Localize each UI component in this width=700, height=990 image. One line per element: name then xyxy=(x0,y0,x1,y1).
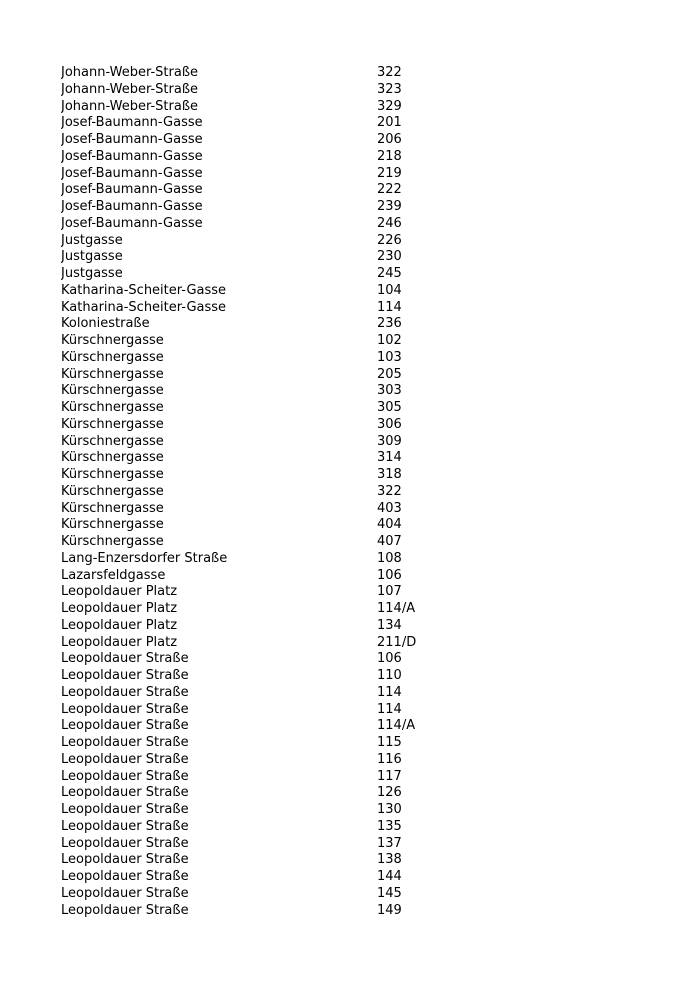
street-name: Leopoldauer Straße xyxy=(61,785,189,801)
street-name: Kürschnergasse xyxy=(61,517,164,533)
list-row xyxy=(61,65,661,82)
street-name: Leopoldauer Straße xyxy=(61,751,189,767)
street-name: Kürschnergasse xyxy=(61,500,164,516)
list-row xyxy=(61,316,661,333)
list-row xyxy=(61,651,661,668)
list-row xyxy=(61,852,661,869)
house-number: 226 xyxy=(377,232,402,248)
house-number: 115 xyxy=(377,735,402,750)
list-row xyxy=(61,534,661,551)
house-number: 114 xyxy=(377,299,402,315)
list-row xyxy=(61,836,661,853)
street-name: Katharina-Scheiter-Gasse xyxy=(61,282,227,298)
street-name: Johann-Weber-Straße xyxy=(61,65,199,80)
house-number: 114 xyxy=(377,684,402,700)
street-name: Leopoldauer Straße xyxy=(61,835,189,851)
street-name: Johann-Weber-Straße xyxy=(61,81,199,97)
house-number: 246 xyxy=(377,215,402,231)
street-name: Kürschnergasse xyxy=(61,383,164,399)
list-row xyxy=(61,350,661,367)
house-number: 236 xyxy=(377,316,402,332)
street-name: Kürschnergasse xyxy=(61,416,164,432)
house-number: 108 xyxy=(377,550,402,566)
house-number: 230 xyxy=(377,249,402,265)
list-row xyxy=(61,216,661,233)
street-name: Josef-Baumann-Gasse xyxy=(61,148,203,164)
street-name: Justgasse xyxy=(61,249,123,265)
street-name: Kürschnergasse xyxy=(61,534,164,549)
list-row xyxy=(61,233,661,250)
house-number: 314 xyxy=(377,450,402,466)
list-row xyxy=(61,367,661,384)
street-name: Lang-Enzersdorfer Straße xyxy=(61,550,228,566)
house-number: 116 xyxy=(377,751,402,767)
street-name: Justgasse xyxy=(61,232,123,248)
house-number: 239 xyxy=(377,199,402,214)
street-name: Katharina-Scheiter-Gasse xyxy=(61,299,227,315)
street-name: Leopoldauer Straße xyxy=(61,768,189,784)
house-number: 114/A xyxy=(377,601,416,616)
list-row xyxy=(61,869,661,886)
list-row xyxy=(61,249,661,266)
house-number: 245 xyxy=(377,266,402,281)
list-row xyxy=(61,886,661,903)
street-name: Josef-Baumann-Gasse xyxy=(61,165,203,181)
house-number: 135 xyxy=(377,818,402,834)
street-name: Lazarsfeldgasse xyxy=(61,567,166,583)
list-row xyxy=(61,568,661,585)
house-number: 110 xyxy=(377,668,402,683)
list-row xyxy=(61,199,661,216)
house-number: 218 xyxy=(377,148,402,164)
house-number: 305 xyxy=(377,400,402,415)
list-row xyxy=(61,266,661,283)
street-name: Leopoldauer Straße xyxy=(61,902,189,918)
list-row xyxy=(61,450,661,467)
house-number: 323 xyxy=(377,81,402,97)
list-row xyxy=(61,903,661,920)
list-row xyxy=(61,819,661,836)
house-number: 219 xyxy=(377,165,402,181)
list-row xyxy=(61,182,661,199)
street-name: Kürschnergasse xyxy=(61,400,164,415)
list-row xyxy=(61,735,661,752)
street-name: Leopoldauer Straße xyxy=(61,852,189,868)
street-name: Josef-Baumann-Gasse xyxy=(61,132,203,147)
list-row xyxy=(61,635,661,652)
house-number: 404 xyxy=(377,517,402,533)
list-row xyxy=(61,802,661,819)
list-row xyxy=(61,166,661,183)
street-name: Leopoldauer Straße xyxy=(61,668,189,683)
house-number: 329 xyxy=(377,98,402,114)
street-name: Leopoldauer Straße xyxy=(61,651,189,667)
list-row xyxy=(61,601,661,618)
list-row xyxy=(61,149,661,166)
street-name: Koloniestraße xyxy=(61,316,150,332)
street-name: Leopoldauer Straße xyxy=(61,818,189,834)
list-row xyxy=(61,584,661,601)
house-number: 306 xyxy=(377,416,402,432)
street-name: Josef-Baumann-Gasse xyxy=(61,115,203,131)
house-number: 206 xyxy=(377,132,402,147)
street-name: Leopoldauer Straße xyxy=(61,718,189,734)
house-number: 318 xyxy=(377,467,402,482)
street-name: Leopoldauer Straße xyxy=(61,802,189,817)
street-name: Leopoldauer Platz xyxy=(61,584,178,600)
list-row xyxy=(61,333,661,350)
list-row xyxy=(61,484,661,501)
list-row xyxy=(61,769,661,786)
house-number: 144 xyxy=(377,869,402,884)
list-row xyxy=(61,517,661,534)
street-name: Kürschnergasse xyxy=(61,450,164,466)
list-row xyxy=(61,551,661,568)
street-name: Kürschnergasse xyxy=(61,433,164,449)
street-name: Johann-Weber-Straße xyxy=(61,98,199,114)
list-row xyxy=(61,501,661,518)
list-row xyxy=(61,618,661,635)
house-number: 211/D xyxy=(377,634,417,650)
street-name: Josef-Baumann-Gasse xyxy=(61,215,203,231)
list-row xyxy=(61,383,661,400)
street-name: Kürschnergasse xyxy=(61,483,164,499)
house-number: 149 xyxy=(377,902,402,918)
house-number: 102 xyxy=(377,333,402,348)
street-name: Leopoldauer Straße xyxy=(61,701,189,717)
house-number: 134 xyxy=(377,617,402,633)
house-number: 407 xyxy=(377,534,402,549)
street-name: Leopoldauer Straße xyxy=(61,869,189,884)
street-name: Josef-Baumann-Gasse xyxy=(61,182,203,198)
list-row xyxy=(61,752,661,769)
list-row xyxy=(61,668,661,685)
street-name: Leopoldauer Platz xyxy=(61,634,178,650)
street-name: Leopoldauer Straße xyxy=(61,885,189,901)
street-name: Leopoldauer Straße xyxy=(61,735,189,750)
house-number: 403 xyxy=(377,500,402,516)
house-number: 107 xyxy=(377,584,402,600)
house-number: 106 xyxy=(377,651,402,667)
street-name: Kürschnergasse xyxy=(61,467,164,482)
street-name: Kürschnergasse xyxy=(61,349,164,365)
list-row xyxy=(61,132,661,149)
house-number: 114/A xyxy=(377,718,416,734)
house-number: 103 xyxy=(377,349,402,365)
house-number: 309 xyxy=(377,433,402,449)
house-number: 222 xyxy=(377,182,402,198)
house-number: 205 xyxy=(377,366,402,382)
street-name: Kürschnergasse xyxy=(61,333,164,348)
house-number: 137 xyxy=(377,835,402,851)
house-number: 145 xyxy=(377,885,402,901)
street-name: Leopoldauer Straße xyxy=(61,684,189,700)
list-row xyxy=(61,82,661,99)
list-row xyxy=(61,283,661,300)
list-row xyxy=(61,115,661,132)
list-row xyxy=(61,467,661,484)
street-name: Josef-Baumann-Gasse xyxy=(61,199,203,214)
street-name: Leopoldauer Platz xyxy=(61,601,178,616)
street-name: Justgasse xyxy=(61,266,123,281)
house-number: 106 xyxy=(377,567,402,583)
list-row xyxy=(61,718,661,735)
street-name: Leopoldauer Platz xyxy=(61,617,178,633)
house-number: 104 xyxy=(377,282,402,298)
house-number: 303 xyxy=(377,383,402,399)
list-row xyxy=(61,434,661,451)
house-number: 117 xyxy=(377,768,402,784)
house-number: 322 xyxy=(377,483,402,499)
list-row xyxy=(61,785,661,802)
list-row xyxy=(61,702,661,719)
house-number: 138 xyxy=(377,852,402,868)
house-number: 130 xyxy=(377,802,402,817)
house-number: 322 xyxy=(377,65,402,80)
list-row xyxy=(61,99,661,116)
list-row xyxy=(61,417,661,434)
list-row xyxy=(61,400,661,417)
list-row xyxy=(61,685,661,702)
list-row xyxy=(61,300,661,317)
address-list xyxy=(61,65,661,919)
house-number: 126 xyxy=(377,785,402,801)
house-number: 114 xyxy=(377,701,402,717)
house-number: 201 xyxy=(377,115,402,131)
street-name: Kürschnergasse xyxy=(61,366,164,382)
